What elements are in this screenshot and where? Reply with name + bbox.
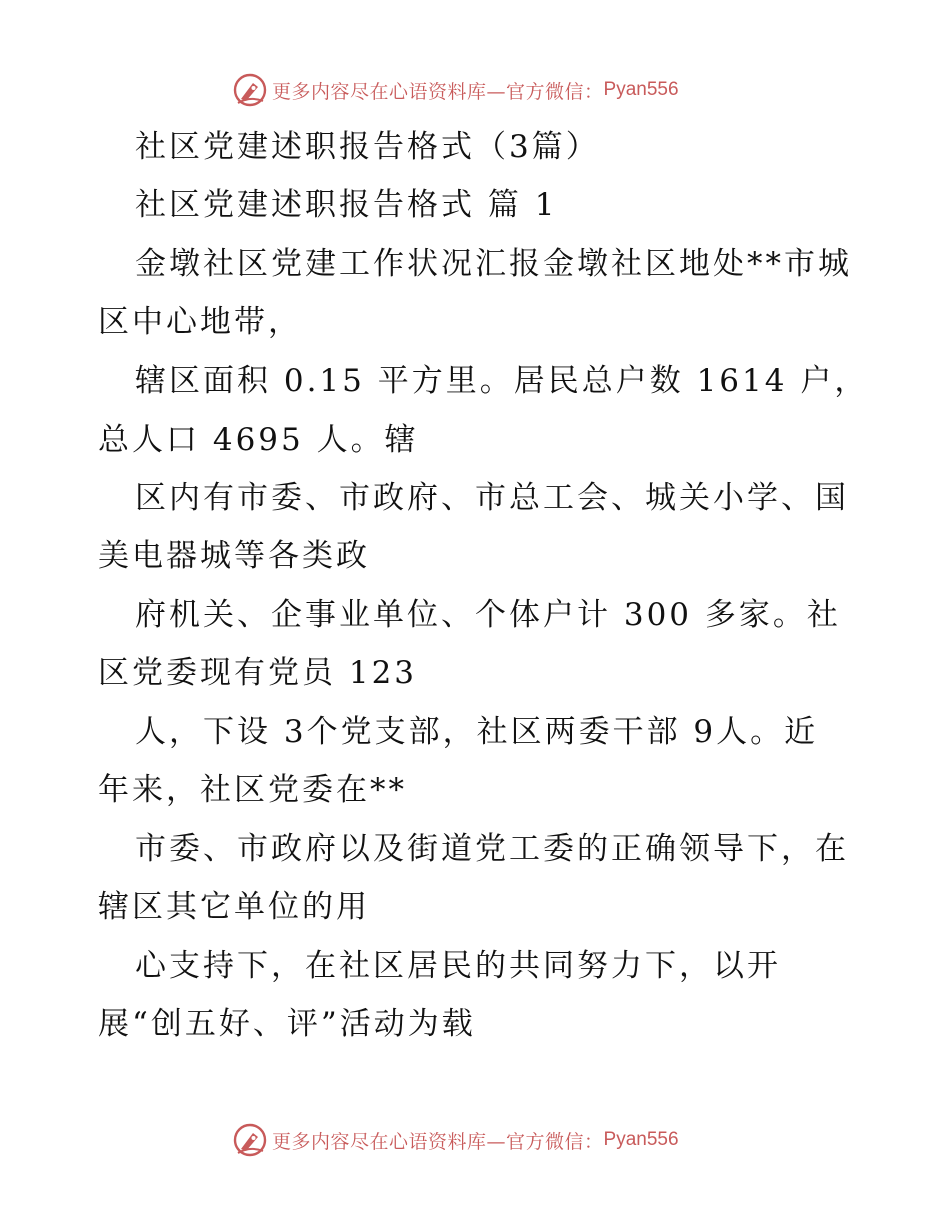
body-line: 府机关、企事业单位、个体户计 300 多家。社	[135, 597, 841, 633]
watermark-id: Pyan556	[603, 79, 679, 100]
watermark-text: 更多内容尽在心语资料库—官方微信：	[272, 80, 604, 103]
watermark-id: Pyan556	[603, 1129, 679, 1150]
body-line: 总人口 4695 人。辖	[98, 422, 419, 458]
body-line: 市委、市政府以及街道党工委的正确领导下，在	[135, 831, 849, 867]
body-line: 心支持下，在社区居民的共同努力下，以开	[135, 948, 781, 984]
body-line: 人，下设 3个党支部，社区两委干部 9人。近	[135, 714, 819, 750]
body-line: 区内有市委、市政府、市总工会、城关小学、国	[135, 480, 849, 516]
pen-nib-logo-icon	[232, 72, 268, 108]
body-line: 金墩社区党建工作状况汇报金墩社区地处**市城	[135, 246, 852, 282]
body-line: 辖区面积 0.15 平方里。居民总户数 1614 户，	[135, 363, 869, 399]
body-line: 辖区其它单位的用	[98, 889, 370, 925]
footer-watermark	[232, 1120, 679, 1160]
watermark-text: 更多内容尽在心语资料库—官方微信：	[272, 1130, 604, 1153]
pen-nib-logo-icon	[232, 1122, 268, 1158]
body-line: 区中心地带，	[98, 304, 302, 340]
header-watermark	[232, 70, 679, 110]
section-heading: 社区党建述职报告格式 篇 1	[135, 187, 558, 223]
body-line: 美电器城等各类政	[98, 538, 370, 574]
document-title: 社区党建述职报告格式（3篇）	[135, 129, 600, 165]
body-line: 年来，社区党委在**	[98, 772, 407, 808]
body-line: 展“创五好、评”活动为载	[98, 1006, 476, 1042]
body-line: 区党委现有党员 123	[98, 655, 418, 691]
